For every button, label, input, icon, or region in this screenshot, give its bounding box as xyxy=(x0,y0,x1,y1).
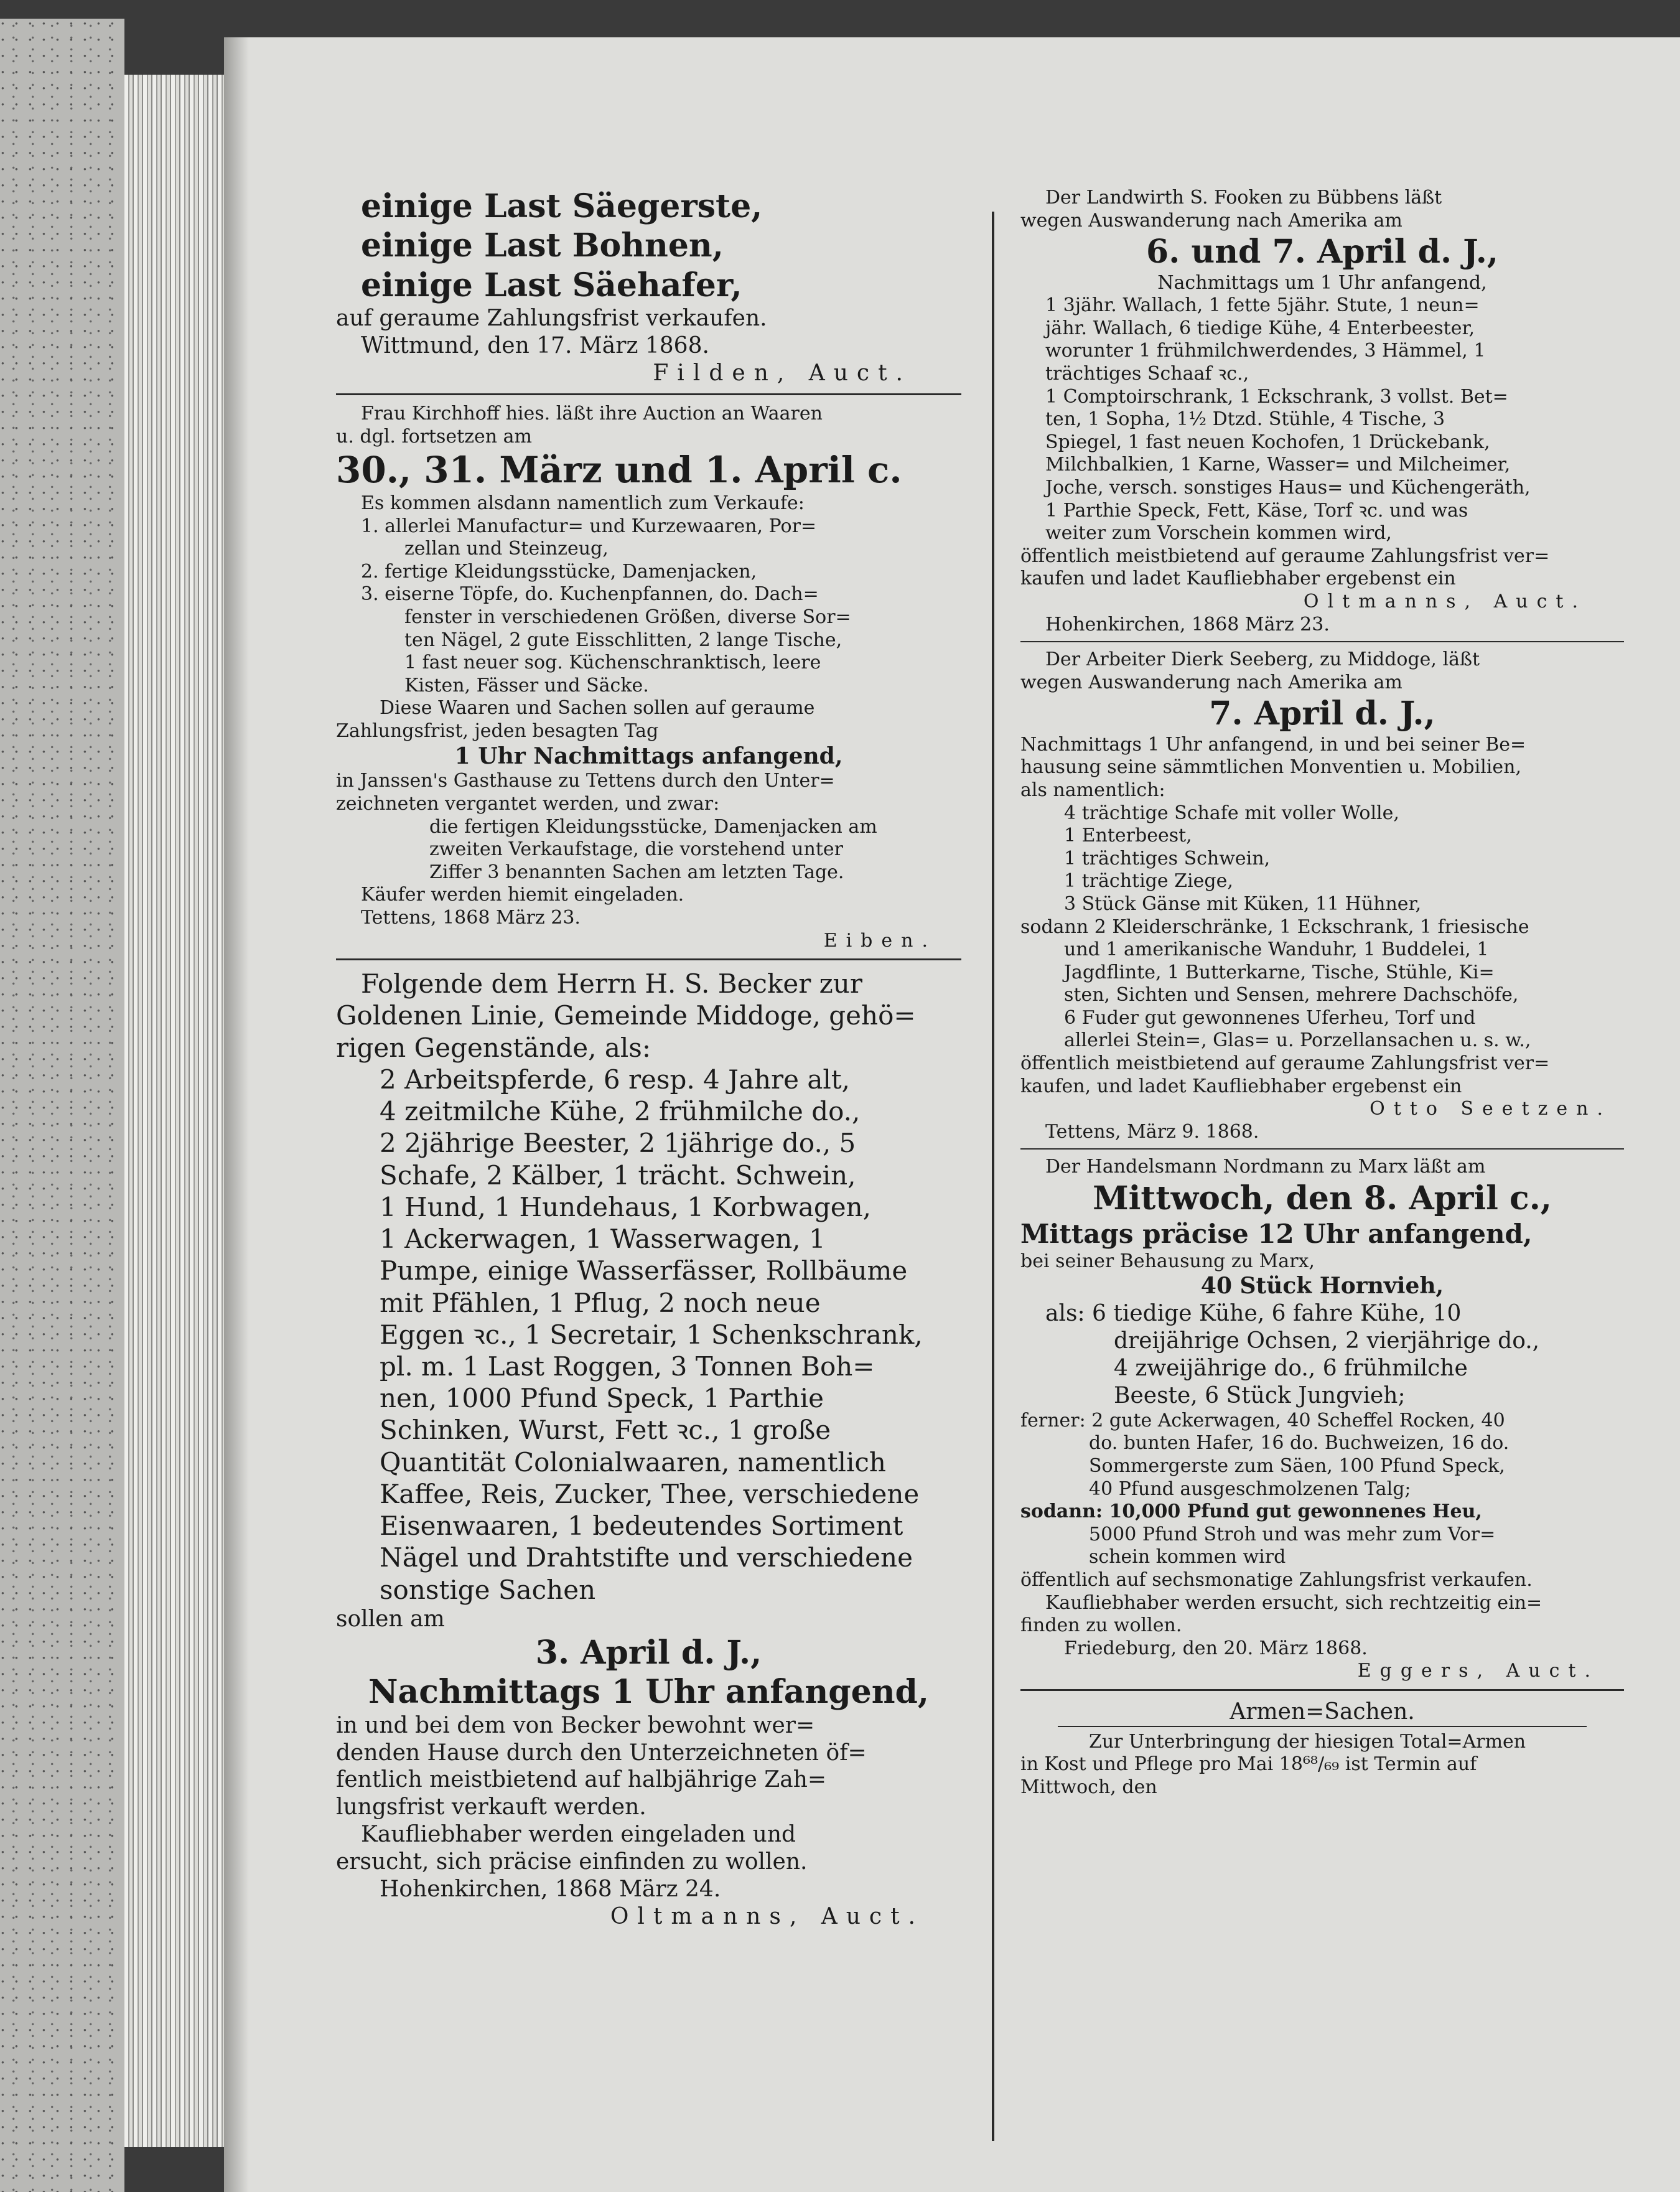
notice-text: Kaufliebhaber werden eingeladen und xyxy=(361,1822,796,1848)
list-item: pl. m. 1 Last Roggen, 3 Tonnen Boh= xyxy=(380,1351,875,1382)
notice-intro: Der Arbeiter Dierk Seeberg, zu Middoge, läßt xyxy=(1045,649,1480,671)
notice-text: allerlei Stein=, Glas= u. Porzellansachen u. s. w., xyxy=(1064,1029,1531,1052)
notice-text: 6 Fuder gut gewonnenes Uferheu, Torf und xyxy=(1064,1006,1476,1029)
list-item: weiter zum Vorschein kommen wird, xyxy=(1045,522,1392,545)
notice-text: in Kost und Pflege pro Mai 18⁶⁸/₆₉ ist Termin auf xyxy=(1020,1753,1477,1776)
list-item: 1 fast neuer sog. Küchenschranktisch, leere xyxy=(404,652,821,674)
list-item: 3. eiserne Töpfe, do. Kuchenpfannen, do. Dach= xyxy=(361,583,819,606)
list-item: Spiegel, 1 fast neuen Kochofen, 1 Drückebank, xyxy=(1045,431,1490,453)
notice-text: denden Hause durch den Unterzeichneten öf= xyxy=(336,1740,867,1766)
list-item: Joche, versch. sonstiges Haus= und Küchengeräth, xyxy=(1045,476,1531,499)
notice-text: öffentlich auf sechsmonatige Zahlungsfrist verkaufen. xyxy=(1020,1568,1533,1591)
separator-rule xyxy=(336,393,961,395)
notice-text: zeichneten vergantet werden, und zwar: xyxy=(336,793,720,815)
place-date: Hohenkirchen, 1868 März 23. xyxy=(1045,613,1330,635)
list-item: 1. allerlei Manufactur= und Kurzewaaren, Por= xyxy=(361,515,817,537)
notice-time: Nachmittags 1 Uhr anfangend, xyxy=(368,1673,929,1712)
notice-intro: Folgende dem Herrn H. S. Becker zur xyxy=(361,968,862,1000)
list-item: sonstige Sachen xyxy=(380,1574,596,1605)
separator-rule xyxy=(1020,1689,1624,1691)
notice-date: 3. April d. J., xyxy=(535,1633,762,1672)
list-item: ten Nägel, 2 gute Eisschlitten, 2 lange Tische, xyxy=(404,629,842,651)
notice-headline: 40 Stück Hornvieh, xyxy=(1200,1273,1444,1300)
signature: Otto Seetzen. xyxy=(1370,1098,1612,1120)
signature: Oltmanns, Auct. xyxy=(610,1903,924,1929)
list-item: Ziffer 3 benannten Sachen am letzten Tage. xyxy=(429,861,844,883)
notice-intro: Der Handelsmann Nordmann zu Marx läßt am xyxy=(1045,1156,1486,1178)
notice-text: hausung seine sämmtlichen Monventien u. Mobilien, xyxy=(1020,756,1521,779)
list-item: 4 zeitmilche Kühe, 2 frühmilche do., xyxy=(380,1096,861,1127)
signature: Oltmanns, Auct. xyxy=(1303,590,1587,612)
notice-text: in und bei dem von Becker bewohnt wer= xyxy=(336,1712,815,1738)
notice-text: Nachmittags 1 Uhr anfangend, in und bei seiner Be= xyxy=(1020,733,1526,756)
list-item: 1 3jähr. Wallach, 1 fette 5jähr. Stute, 1 neun= xyxy=(1045,294,1480,317)
notice-text: Zahlungsfrist, jeden besagten Tag xyxy=(336,719,659,742)
list-item: zellan und Steinzeug, xyxy=(404,538,609,560)
list-item: sodann: 10,000 Pfund gut gewonnenes Heu, xyxy=(1020,1501,1482,1523)
notice-text: öffentlich meistbietend auf geraume Zahlungsfrist ver= xyxy=(1020,1052,1550,1075)
list-item: 3 Stück Gänse mit Küken, 11 Hühner, xyxy=(1064,892,1422,915)
list-item: 1 trächtiges Schwein, xyxy=(1064,847,1271,869)
notice-saegerste xyxy=(336,187,961,387)
place-date: Hohenkirchen, 1868 März 24. xyxy=(380,1876,721,1903)
list-item: 40 Pfund ausgeschmolzenen Talg; xyxy=(1089,1478,1411,1500)
notice-text: finden zu wollen. xyxy=(1020,1614,1182,1637)
notice-text: bei seiner Behausung zu Marx, xyxy=(1020,1250,1315,1272)
list-item: dreijährige Ochsen, 2 vierjährige do., xyxy=(1114,1328,1540,1354)
list-item: die fertigen Kleidungsstücke, Damenjacken am xyxy=(429,815,877,838)
notice-text: öffentlich meistbietend auf geraume Zahlungsfrist ver= xyxy=(1020,545,1550,567)
list-item: 2 2jährige Beester, 2 1jährige do., 5 xyxy=(380,1128,856,1159)
notice-text: sten, Sichten und Sensen, mehrere Dachschöfe, xyxy=(1064,984,1519,1006)
notice-text: ersucht, sich präcise einfinden zu wollen. xyxy=(336,1849,808,1875)
notice-text: fentlich meistbietend auf halbjährige Zah= xyxy=(336,1767,827,1793)
list-item: Milchbalkien, 1 Karne, Wasser= und Milcheimer, xyxy=(1045,454,1511,476)
list-item: als: 6 tiedige Kühe, 6 fahre Kühe, 10 xyxy=(1045,1301,1462,1327)
list-item: schein kommen wird xyxy=(1089,1546,1286,1568)
notice-text: sollen am xyxy=(336,1606,445,1632)
headline-line: einige Last Säegerste, xyxy=(361,187,763,225)
notice-lead: Es kommen alsdann namentlich zum Verkaufe: xyxy=(361,492,805,514)
list-item: 4 zweijährige do., 6 frühmilche xyxy=(1114,1356,1468,1382)
notice-text: Jagdflinte, 1 Butterkarne, Tische, Stühle, Ki= xyxy=(1064,961,1495,983)
place-date: Wittmund, den 17. März 1868. xyxy=(361,333,709,359)
list-item: Sommergerste zum Säen, 100 Pfund Speck, xyxy=(1089,1455,1505,1478)
list-item: Schafe, 2 Kälber, 1 trächt. Schwein, xyxy=(380,1159,856,1191)
notice-intro: rigen Gegenstände, als: xyxy=(336,1032,651,1063)
list-item: Kisten, Fässer und Säcke. xyxy=(404,674,649,696)
notice-armen xyxy=(1020,1698,1624,1799)
list-item: 4 trächtige Schafe mit voller Wolle, xyxy=(1064,802,1399,824)
notice-becker xyxy=(336,968,961,1931)
list-item: jähr. Wallach, 6 tiedige Kühe, 4 Enterbeester, xyxy=(1045,317,1475,339)
signature: Filden, Auct. xyxy=(653,360,912,386)
list-item: 2. fertige Kleidungsstücke, Damenjacken, xyxy=(361,560,757,583)
separator-rule xyxy=(336,958,961,960)
list-item: 1 Hund, 1 Hundehaus, 1 Korbwagen, xyxy=(380,1191,872,1222)
place-date: Tettens, 1868 März 23. xyxy=(361,906,581,929)
notice-time: 1 Uhr Nachmittags anfangend, xyxy=(454,742,843,769)
list-item: 1 Ackerwagen, 1 Wasserwagen, 1 xyxy=(380,1224,826,1255)
notice-headline: Mittwoch, den 8. April c., xyxy=(1093,1179,1552,1218)
list-item: worunter 1 frühmilchwerdendes, 3 Hämmel, 1 xyxy=(1045,340,1486,362)
list-item: Kaffee, Reis, Zucker, Thee, verschiedene xyxy=(380,1478,920,1509)
notice-headline: Mittags präcise 12 Uhr anfangend, xyxy=(1020,1219,1533,1250)
notice-intro: Frau Kirchhoff hies. läßt ihre Auction an Waaren xyxy=(361,403,823,425)
signature: Eiben. xyxy=(823,929,936,952)
list-item: Eggen ꝛc., 1 Secretair, 1 Schenkschrank, xyxy=(380,1319,923,1350)
notice-text: Mittwoch, den xyxy=(1020,1776,1157,1799)
notice-kirchhoff xyxy=(336,403,961,952)
notice-intro: wegen Auswanderung nach Amerika am xyxy=(1020,671,1402,693)
notice-headline: 7. April d. J., xyxy=(1209,695,1435,733)
list-item: 2 Arbeitspferde, 6 resp. 4 Jahre alt, xyxy=(380,1064,851,1095)
page-stack xyxy=(124,75,236,2147)
notice-text: auf geraume Zahlungsfrist verkaufen. xyxy=(336,306,767,332)
list-item: fenster in verschiedenen Größen, diverse Sor= xyxy=(404,606,851,628)
list-item: 1 Comptoirschrank, 1 Eckschrank, 3 vollst. Bet= xyxy=(1045,385,1508,408)
notice-intro: Der Landwirth S. Fooken zu Bübbens läßt xyxy=(1045,187,1442,208)
signature: Eggers, Auct. xyxy=(1357,1660,1599,1682)
notice-text: Zur Unterbringung der hiesigen Total=Armen xyxy=(1089,1730,1526,1753)
column-rule xyxy=(992,212,994,2141)
headline-line: einige Last Bohnen, xyxy=(361,227,724,265)
list-item: 1 trächtige Ziege, xyxy=(1064,870,1233,892)
right-column xyxy=(1020,187,1624,1799)
list-item: 1 Enterbeest, xyxy=(1064,825,1192,847)
list-item: 5000 Pfund Stroh und was mehr zum Vor= xyxy=(1089,1523,1496,1545)
list-item: 1 Parthie Speck, Fett, Käse, Torf ꝛc. und was xyxy=(1045,499,1468,522)
list-item: Schinken, Wurst, Fett ꝛc., 1 große xyxy=(380,1415,831,1446)
list-item: Pumpe, einige Wasserfässer, Rollbäume xyxy=(380,1255,908,1286)
separator-rule xyxy=(1020,641,1624,642)
list-item: do. bunten Hafer, 16 do. Buchweizen, 16 do. xyxy=(1089,1432,1510,1454)
notice-text: Kaufliebhaber werden ersucht, sich rechtzeitig ein= xyxy=(1045,1591,1542,1614)
notice-text: lungsfrist verkauft werden. xyxy=(336,1794,646,1820)
list-item: ferner: 2 gute Ackerwagen, 40 Scheffel Rocken, 40 xyxy=(1020,1409,1505,1431)
list-item: mit Pfählen, 1 Pflug, 2 noch neue xyxy=(380,1287,821,1318)
place-date: Friedeburg, den 20. März 1868. xyxy=(1064,1637,1368,1659)
notice-intro: wegen Auswanderung nach Amerika am xyxy=(1020,209,1402,232)
notice-text: kaufen und ladet Kaufliebhaber ergebenst ein xyxy=(1020,568,1456,590)
book-edge xyxy=(0,19,124,2192)
notice-text: kaufen, und ladet Kaufliebhaber ergebenst ein xyxy=(1020,1075,1462,1097)
notice-invite: Käufer werden hiemit eingeladen. xyxy=(361,884,684,906)
headline-line: einige Last Säehafer, xyxy=(361,266,742,304)
notice-text: in Janssen's Gasthause zu Tettens durch den Unter= xyxy=(336,770,835,792)
notice-seeberg xyxy=(1020,649,1624,1143)
notice-intro: Goldenen Linie, Gemeinde Middoge, gehö= xyxy=(336,1000,916,1031)
notice-text: sodann 2 Kleiderschränke, 1 Eckschrank, 1 friesische xyxy=(1020,916,1529,938)
list-item: ten, 1 Sopha, 1½ Dtzd. Stühle, 4 Tische, 3 xyxy=(1045,408,1445,431)
list-item: zweiten Verkaufstage, die vorstehend unter xyxy=(429,838,843,861)
notice-intro: u. dgl. fortsetzen am xyxy=(336,425,532,447)
page-gutter xyxy=(224,37,249,2192)
list-item: Eisenwaaren, 1 bedeutendes Sortiment xyxy=(380,1511,903,1542)
notice-headline: 6. und 7. April d. J., xyxy=(1146,233,1498,271)
list-item: nen, 1000 Pfund Speck, 1 Parthie xyxy=(380,1383,824,1414)
notice-headline: 30., 31. März und 1. April c. xyxy=(336,449,902,492)
notice-fooken xyxy=(1020,187,1624,636)
separator-rule xyxy=(1020,1148,1624,1150)
notice-nordmann xyxy=(1020,1156,1624,1683)
list-item: Quantität Colonialwaaren, namentlich xyxy=(380,1446,886,1478)
notice-text: als namentlich: xyxy=(1020,779,1165,801)
notice-text: Diese Waaren und Sachen sollen auf geraume xyxy=(380,697,815,719)
notice-time: Nachmittags um 1 Uhr anfangend, xyxy=(1157,271,1487,294)
left-column xyxy=(336,187,961,1931)
list-item: trächtiges Schaaf ꝛc., xyxy=(1045,363,1249,385)
notice-text: und 1 amerikanische Wanduhr, 1 Buddelei, 1 xyxy=(1064,939,1489,961)
place-date: Tettens, März 9. 1868. xyxy=(1045,1120,1259,1143)
list-item: Beeste, 6 Stück Jungvieh; xyxy=(1114,1382,1406,1408)
section-heading: Armen=Sachen. xyxy=(1058,1698,1587,1727)
list-item: Nägel und Drahtstifte und verschiedene xyxy=(380,1542,913,1573)
